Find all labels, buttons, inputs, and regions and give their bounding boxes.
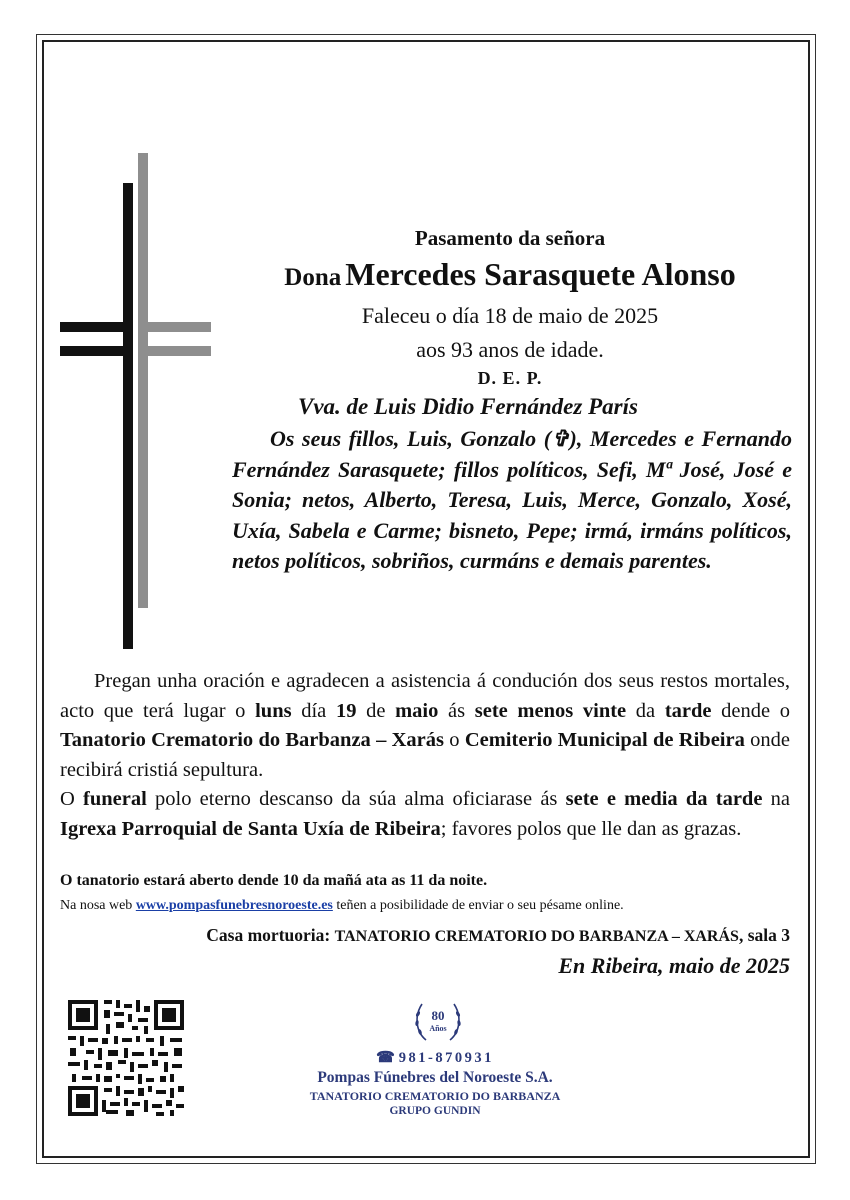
website-link[interactable]: www.pompasfunebresnoroeste.es — [135, 898, 333, 913]
cross-black-arm-top — [60, 322, 133, 332]
badge-label: Años — [429, 1024, 447, 1033]
company-tanatorio: TANATORIO CREMATORIO DO BARBANZA — [309, 1089, 561, 1103]
name-main: Mercedes Sarasquete Alonso — [345, 256, 736, 292]
cross-gray-arm-top — [138, 322, 211, 332]
company-name: Pompas Fúnebres del Noroeste S.A. — [317, 1069, 553, 1086]
anniversary-badge-icon — [412, 996, 464, 1046]
dep-line: D. E. P. — [477, 368, 543, 388]
web-line: Na nosa web www.pompasfunebresnoroeste.es teñen a posibilidade de enviar o seu pésame online. — [60, 898, 624, 913]
company-group: GRUPO GUNDIN — [389, 1105, 481, 1117]
cross-black-arm-bottom — [60, 346, 133, 356]
phone-number: 981-870931 — [398, 1050, 494, 1066]
name-prefix: Dona — [284, 264, 342, 291]
page-border-inner — [42, 40, 810, 1158]
phone-line — [290, 1048, 580, 1067]
age-line: aos 93 anos de idade. — [416, 337, 604, 362]
place-date-line: En Ribeira, maio de 2025 — [558, 953, 790, 978]
widow-line: Vva. de Luis Didio Fernández París — [298, 394, 638, 419]
cross-gray-vertical — [138, 153, 148, 608]
intro-line: Pasamento da señora — [414, 226, 606, 250]
cross-black-vertical — [123, 183, 133, 649]
ceremony-paragraph: Pregan unha oración e agradecen a asistencia á condución dos seus restos mortales, acto que terá lugar o luns día 19 de maio ás sete menos vinte da tarde dende o Tanatorio Crematorio do Barbanza – Xarás o Cemiterio Municipal de Ribeira onde recibirá cristiá sepultura. — [60, 670, 790, 781]
deceased-name — [230, 256, 790, 293]
death-date: Faleceu o día 18 de maio de 2025 — [361, 303, 659, 328]
funeral-home-line: Casa mortuoria: TANATORIO CREMATORIO DO BARBANZA – XARÁS, sala 3 — [206, 925, 790, 945]
badge-number: 80 — [431, 1008, 445, 1023]
cross-gray-arm-bottom — [138, 346, 211, 356]
phone-icon: ☎ — [376, 1050, 395, 1066]
family-paragraph: Os seus fillos, Luis, Gonzalo (✞), Mercedes e Fernando Fernández Sarasquete; fillos políticos, Sefi, Mª José, José e Sonia; netos, Alberto, Teresa, Luis, Merce, Gonzalo, Xosé, Uxía, Sabela e Carme; bisneto, Pepe; irmá, irmáns políticos, netos políticos, sobriños, curmáns e demais parentes. — [232, 426, 792, 574]
funeral-paragraph: O funeral polo eterno descanso da súa alma oficiarase ás sete e media da tarde na Igrexa Parroquial de Santa Uxía de Ribeira; favores polos que lle dan as grazas. — [60, 788, 790, 840]
opening-hours: O tanatorio estará aberto dende 10 da mañá ata as 11 da noite. — [60, 872, 488, 889]
qr-code-icon — [66, 998, 186, 1118]
